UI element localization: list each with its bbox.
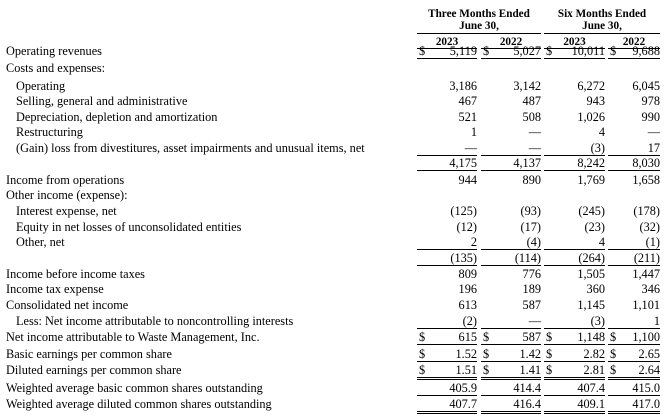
table-cell [608, 43, 660, 58]
table-cell [481, 396, 541, 414]
table-cell [417, 43, 477, 58]
table-cell [481, 250, 541, 266]
table-cell [544, 234, 605, 250]
cell-value: 1,769 [577, 173, 605, 187]
revenue-underline [481, 58, 541, 59]
currency-symbol: $ [546, 44, 553, 58]
row-label: Operating [16, 79, 66, 93]
table-cell [417, 313, 477, 329]
table-row [6, 380, 660, 396]
cell-value: 615 [458, 330, 477, 344]
table-cell [608, 109, 660, 124]
table-row [6, 219, 660, 235]
cell-value: 1 [470, 125, 477, 139]
year-header-ytd-2023: 2023 [563, 36, 586, 48]
table-cell [481, 140, 541, 156]
row-label: Less: Net income attributable to noncontrolling interests [16, 314, 294, 328]
cell-value: (245) [578, 204, 605, 218]
table-row [6, 266, 660, 282]
currency-symbol: $ [483, 363, 490, 377]
table-row [6, 203, 660, 219]
table-cell [544, 109, 605, 124]
table-cell [481, 362, 541, 380]
table-cell [544, 124, 605, 139]
cell-value: 1,101 [632, 298, 660, 312]
table-cell [481, 297, 541, 312]
table-cell [481, 109, 541, 124]
cell-value: (3) [590, 314, 605, 328]
cell-value: 407.7 [449, 397, 477, 411]
table-row [6, 362, 660, 378]
cell-value: 2.65 [638, 347, 660, 361]
table-row [6, 155, 660, 171]
table-cell [608, 172, 660, 187]
cell-value: (1) [645, 235, 660, 249]
cell-value: 1,145 [577, 298, 605, 312]
row-label: Equity in net losses of unconsolidated entities [16, 220, 242, 234]
table-cell [417, 60, 477, 75]
table-row [6, 109, 660, 125]
table-cell [417, 203, 477, 218]
cell-value: 6,272 [577, 79, 605, 93]
cell-value: 4 [598, 125, 605, 139]
cell-value: (32) [639, 220, 660, 234]
table-row [6, 250, 660, 266]
cell-value: 467 [458, 94, 477, 108]
currency-symbol: $ [610, 44, 617, 58]
currency-symbol: $ [610, 363, 617, 377]
cell-value: — [528, 314, 541, 328]
cell-value: 346 [641, 282, 660, 296]
table-cell [608, 329, 660, 345]
currency-symbol: $ [419, 363, 426, 377]
cell-value: 360 [586, 282, 605, 296]
table-row [6, 281, 660, 297]
cell-value: 1,100 [632, 330, 660, 344]
cell-value: 4,137 [513, 156, 541, 170]
row-label: Income tax expense [6, 282, 104, 296]
cell-value: (211) [633, 251, 660, 265]
table-cell [544, 329, 605, 345]
cell-value: 1,447 [632, 267, 660, 281]
table-cell [544, 362, 605, 380]
table-cell [417, 109, 477, 124]
cell-value: 2.82 [583, 347, 605, 361]
table-cell [608, 219, 660, 234]
cell-value: 17 [647, 141, 660, 155]
cell-value: (2) [462, 314, 477, 328]
table-cell [544, 396, 605, 414]
table-cell [608, 93, 660, 108]
table-cell [544, 203, 605, 218]
table-cell [417, 297, 477, 312]
cell-value: 3,142 [513, 79, 541, 93]
currency-symbol: $ [610, 347, 617, 361]
cell-value: 9,688 [632, 44, 660, 58]
row-label: Weighted average diluted common shares outstanding [6, 397, 272, 411]
cell-value: 1.41 [519, 363, 541, 377]
table-cell [481, 234, 541, 250]
row-label: Costs and expenses: [6, 61, 106, 75]
cell-value: 2.64 [638, 363, 660, 377]
cell-value: 189 [522, 282, 541, 296]
table-cell [481, 346, 541, 362]
cell-value: 508 [522, 110, 541, 124]
table-cell [608, 362, 660, 380]
currency-symbol: $ [610, 330, 617, 344]
table-row [6, 313, 660, 329]
cell-value: 8,242 [577, 156, 605, 170]
table-cell [417, 234, 477, 250]
table-cell [544, 346, 605, 362]
table-cell [417, 187, 477, 202]
table-cell [608, 78, 660, 93]
table-cell [608, 297, 660, 312]
currency-symbol: $ [419, 330, 426, 344]
cell-value: 1,148 [577, 330, 605, 344]
table-cell [481, 266, 541, 281]
cell-value: 1.42 [519, 347, 541, 361]
table-cell [481, 78, 541, 93]
table-cell [481, 93, 541, 108]
table-row [6, 124, 660, 140]
cell-value: 978 [641, 94, 660, 108]
cell-value: (114) [514, 251, 541, 265]
table-cell [417, 140, 477, 156]
table-cell [417, 155, 477, 171]
table-cell [417, 396, 477, 414]
table-cell [544, 60, 605, 75]
cell-value: 587 [522, 330, 541, 344]
table-cell [544, 313, 605, 329]
table-row [6, 234, 660, 250]
row-label: Interest expense, net [16, 204, 117, 218]
revenue-underline [544, 58, 605, 59]
cell-value: 196 [458, 282, 477, 296]
cell-value: 5,119 [449, 44, 477, 58]
currency-symbol: $ [546, 330, 553, 344]
table-cell [544, 78, 605, 93]
table-row [6, 93, 660, 109]
currency-symbol: $ [546, 363, 553, 377]
cell-value: 587 [522, 298, 541, 312]
row-label: Restructuring [16, 125, 83, 139]
cell-value: 487 [522, 94, 541, 108]
table-cell [481, 124, 541, 139]
table-cell [417, 266, 477, 281]
table-row [6, 43, 660, 59]
cell-value: 414.4 [513, 381, 541, 395]
table-cell [544, 380, 605, 396]
table-cell [608, 281, 660, 296]
table-cell [544, 250, 605, 266]
table-cell [417, 78, 477, 93]
cell-value: 1,505 [577, 267, 605, 281]
cell-value: (93) [520, 204, 541, 218]
table-cell [608, 380, 660, 396]
table-row [6, 78, 660, 94]
table-cell [544, 140, 605, 156]
cell-value: 4,175 [449, 156, 477, 170]
table-cell [481, 155, 541, 171]
table-cell [481, 43, 541, 58]
cell-value: 1,658 [632, 173, 660, 187]
table-cell [417, 346, 477, 362]
row-label: Selling, general and administrative [16, 94, 188, 108]
row-label: Other income (expense): [6, 188, 128, 202]
cell-value: (125) [450, 204, 477, 218]
table-cell [417, 172, 477, 187]
cell-value: (12) [456, 220, 477, 234]
period-header-six-months [544, 8, 660, 32]
period-header-three-months-line2: June 30, [459, 20, 499, 32]
row-label: Other, net [16, 235, 65, 249]
table-cell [417, 380, 477, 396]
period-header-six-months-line1: Six Months Ended [557, 8, 647, 20]
cell-value: 521 [458, 110, 477, 124]
cell-value: (178) [633, 204, 660, 218]
table-cell [608, 140, 660, 156]
table-cell [544, 281, 605, 296]
cell-value: — [464, 141, 477, 155]
table-cell [544, 43, 605, 58]
cell-value: 776 [522, 267, 541, 281]
revenue-underline [608, 58, 660, 59]
table-row [6, 140, 660, 156]
table-row [6, 187, 660, 203]
period-underline-three-months [417, 33, 541, 34]
table-cell [417, 219, 477, 234]
table-cell [608, 155, 660, 171]
table-cell [544, 266, 605, 281]
cell-value: (135) [450, 251, 477, 265]
currency-symbol: $ [546, 347, 553, 361]
table-row [6, 60, 660, 76]
table-row [6, 346, 660, 362]
row-label: Operating revenues [6, 44, 102, 58]
row-label: Depreciation, depletion and amortization [16, 110, 218, 124]
cell-value: 5,027 [513, 44, 541, 58]
cell-value: (4) [526, 235, 541, 249]
cell-value: 8,030 [632, 156, 660, 170]
cell-value: 10,011 [571, 44, 605, 58]
period-header-three-months-line1: Three Months Ended [428, 8, 530, 20]
table-cell [608, 60, 660, 75]
cell-value: — [647, 125, 660, 139]
table-cell [608, 124, 660, 139]
table-cell [481, 380, 541, 396]
currency-symbol: $ [483, 330, 490, 344]
table-cell [481, 60, 541, 75]
cell-value: 3,186 [449, 79, 477, 93]
table-cell [481, 203, 541, 218]
table-row [6, 297, 660, 313]
table-cell [481, 172, 541, 187]
table-cell [544, 93, 605, 108]
table-cell [608, 187, 660, 202]
cell-value: (264) [578, 251, 605, 265]
table-cell [544, 172, 605, 187]
table-row [6, 329, 660, 345]
cell-value: 890 [522, 173, 541, 187]
row-label: Consolidated net income [6, 298, 129, 312]
cell-value: 944 [458, 173, 477, 187]
table-cell [608, 203, 660, 218]
table-cell [544, 155, 605, 171]
cell-value: 2.81 [583, 363, 605, 377]
currency-symbol: $ [419, 44, 426, 58]
year-header-q-2023: 2023 [435, 36, 459, 48]
cell-value: (23) [584, 220, 605, 234]
table-cell [608, 266, 660, 281]
cell-value: 613 [458, 298, 477, 312]
row-label: Income from operations [6, 173, 125, 187]
table-cell [417, 362, 477, 380]
table-cell [608, 346, 660, 362]
cell-value: 809 [458, 267, 477, 281]
cell-value: 417.0 [632, 397, 660, 411]
period-header-six-months-line2: June 30, [582, 20, 622, 32]
cell-value: 4 [598, 235, 605, 249]
table-cell [544, 219, 605, 234]
cell-value: (3) [590, 141, 605, 155]
table-cell [544, 187, 605, 202]
row-label: Basic earnings per common share [6, 347, 172, 361]
year-header-ytd-2022: 2022 [622, 36, 646, 48]
table-cell [481, 219, 541, 234]
row-label: Net income attributable to Waste Management, Inc. [6, 330, 260, 344]
table-cell [544, 297, 605, 312]
table-cell [608, 234, 660, 250]
currency-symbol: $ [483, 347, 490, 361]
cell-value: 1.51 [455, 363, 477, 377]
row-label: Weighted average basic common shares outstanding [6, 381, 263, 395]
cell-value: 416.4 [513, 397, 541, 411]
cell-value: 2 [470, 235, 477, 249]
row-label: Income before income taxes [6, 267, 145, 281]
cell-value: 990 [641, 110, 660, 124]
cell-value: — [528, 125, 541, 139]
table-cell [417, 281, 477, 296]
table-cell [481, 281, 541, 296]
cell-value: 1,026 [577, 110, 605, 124]
table-cell [417, 250, 477, 266]
cell-value: 415.0 [632, 381, 660, 395]
year-header-q-2022: 2022 [499, 36, 523, 48]
cell-value: (17) [520, 220, 541, 234]
row-label: Diluted earnings per common share [6, 363, 182, 377]
row-label: (Gain) loss from divestitures, asset impairments and unusual items, net [16, 141, 365, 155]
table-cell [608, 250, 660, 266]
cell-value: 943 [586, 94, 605, 108]
period-header-three-months [417, 8, 541, 32]
cell-value: 407.4 [577, 381, 605, 395]
table-cell [481, 313, 541, 329]
cell-value: 1.52 [455, 347, 477, 361]
period-underline-six-months [544, 33, 660, 34]
currency-symbol: $ [419, 347, 426, 361]
table-cell [608, 313, 660, 329]
cell-value: — [528, 141, 541, 155]
cell-value: 409.1 [577, 397, 605, 411]
cell-value: 1 [653, 314, 660, 328]
currency-symbol: $ [483, 44, 490, 58]
table-cell [417, 93, 477, 108]
table-cell [417, 124, 477, 139]
table-cell [481, 187, 541, 202]
table-cell [608, 396, 660, 414]
table-row [6, 172, 660, 188]
table-row [6, 396, 660, 412]
revenue-underline [417, 58, 477, 59]
table-cell [417, 329, 477, 345]
cell-value: 405.9 [449, 381, 477, 395]
cell-value: 6,045 [632, 79, 660, 93]
table-cell [481, 329, 541, 345]
